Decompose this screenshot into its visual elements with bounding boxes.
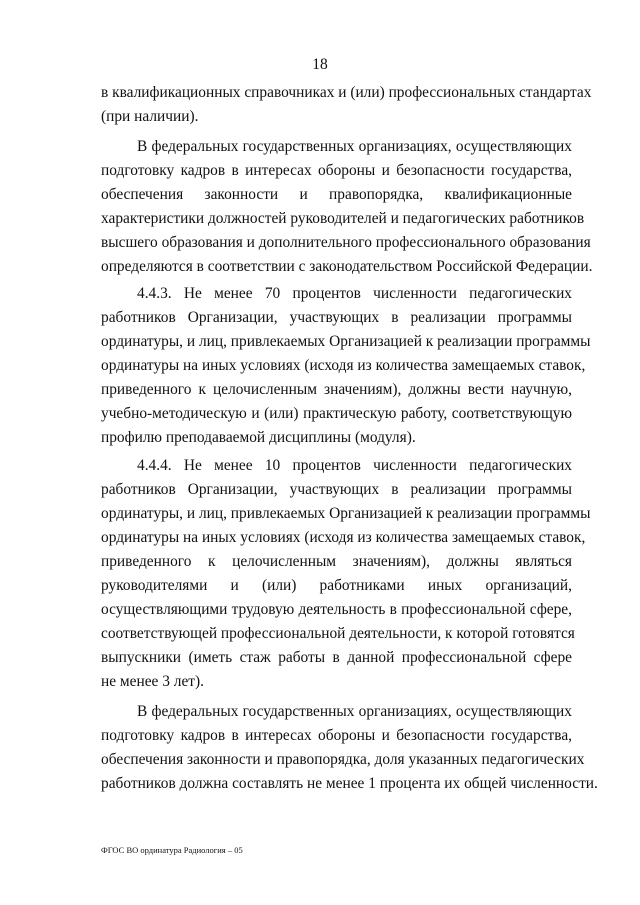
text-line: подготовку кадров в интересах обороны и безопасности государства,	[101, 727, 572, 744]
footer-document-code: ФГОС ВО ординатура Радиология – 05	[101, 845, 243, 855]
text-line: подготовку кадров в интересах обороны и безопасности государства,	[101, 162, 572, 179]
text-line: ординатуры, и лиц, привлекаемых Организацией к реализации программы	[101, 333, 591, 350]
text-line: работников Организации, участвующих в реализации программы	[101, 481, 572, 498]
text-line: учебно-методическую и (или) практическую работу, соответствующую	[101, 405, 572, 422]
text-line: обеспечения законности и правопорядка, квалификационные	[101, 186, 572, 203]
text-line: в квалификационных справочниках и (или) профессиональных стандартах	[101, 84, 592, 101]
text-line: ординатуры на иных условиях (исходя из количества замещаемых ставок,	[101, 357, 586, 374]
text-line: ординатуры, и лиц, привлекаемых Организацией к реализации программы	[101, 505, 591, 522]
paragraph-4-4-3	[101, 282, 591, 450]
text-line: соответствующей профессиональной деятельности, к которой готовятся	[101, 625, 575, 642]
text-line: определяются в соответствии с законодательством Российской Федерации.	[101, 258, 593, 275]
text-line: высшего образования и дополнительного профессионального образования	[101, 234, 591, 251]
text-line: В федеральных государственных организациях, осуществляющих	[137, 703, 572, 720]
text-line: работников должна составлять не менее 1 процента их общей численности.	[101, 775, 598, 792]
paragraph-4-4-4	[101, 454, 591, 694]
text-line: работников Организации, участвующих в реализации программы	[101, 309, 572, 326]
text-line: характеристики должностей руководителей и педагогических работников	[101, 210, 585, 227]
text-line: В федеральных государственных организациях, осуществляющих	[137, 138, 572, 155]
text-line: выпускники (иметь стаж работы в данной профессиональной сфере	[101, 649, 572, 666]
page-number: 18	[312, 56, 328, 73]
text-line: ординатуры на иных условиях (исходя из количества замещаемых ставок,	[101, 529, 586, 546]
paragraph-federal-share	[101, 700, 598, 796]
text-line: не менее 3 лет).	[101, 673, 204, 690]
text-line: приведенного к целочисленным значениям), должны являться	[101, 553, 572, 570]
text-line: 4.4.4. Не менее 10 процентов численности педагогических	[137, 457, 572, 474]
text-line: приведенного к целочисленным значениям), должны вести научную,	[101, 381, 572, 398]
paragraph-continuation	[101, 81, 592, 129]
text-line: осуществляющими трудовую деятельность в профессиональной сфере,	[101, 601, 572, 618]
paragraph-federal-organizations	[101, 135, 593, 279]
text-line: руководителями и (или) работниками иных организаций,	[101, 577, 572, 594]
text-line: обеспечения законности и правопорядка, доля указанных педагогических	[101, 751, 585, 768]
text-line: 4.4.3. Не менее 70 процентов численности педагогических	[137, 285, 572, 302]
text-line: (при наличии).	[101, 108, 199, 125]
text-line: профилю преподаваемой дисциплины (модуля).	[101, 429, 416, 446]
